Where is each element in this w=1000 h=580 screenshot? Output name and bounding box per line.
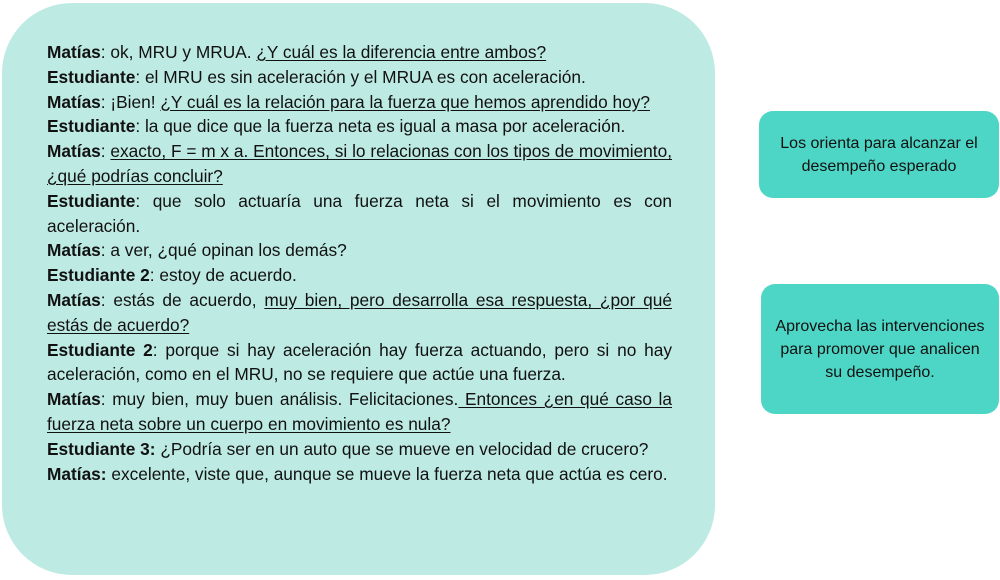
callout-guidance	[759, 111, 999, 198]
dialogue-line	[47, 263, 672, 288]
dialogue-transcript	[47, 40, 672, 486]
dialogue-line	[47, 387, 672, 437]
dialogue-line	[47, 238, 672, 263]
speaker-name: Matías	[47, 389, 101, 410]
dialogue-text-segment: : la que dice que la fuerza neta es igual a masa por aceleración.	[135, 116, 626, 137]
speaker-name: Matías	[47, 141, 101, 162]
speaker-name: Matías:	[47, 463, 107, 484]
underlined-question: ¿Y cuál es la relación para la fuerza que hemos aprendido hoy?	[160, 91, 650, 112]
dialogue-text-segment: : a ver, ¿qué opinan los demás?	[100, 240, 347, 261]
speaker-name: Matías	[47, 289, 101, 310]
speaker-name: Estudiante	[47, 190, 136, 211]
dialogue-text-segment: : porque si hay aceleración hay fuerza actuando, pero si no hay aceleración, como en el MRU, no se requiere que actúe una fuerza.	[47, 339, 672, 385]
dialogue-line	[47, 338, 672, 388]
dialogue-box	[2, 3, 715, 575]
dialogue-text-segment: : el MRU es sin aceleración y el MRUA es con aceleración.	[135, 66, 586, 87]
dialogue-line	[47, 114, 672, 139]
dialogue-text-segment: : ¡Bien!	[100, 91, 161, 112]
speaker-name: Estudiante 2	[47, 339, 153, 360]
dialogue-text-segment: : muy bien, muy buen análisis. Felicitaciones.	[100, 389, 459, 410]
dialogue-line	[47, 437, 672, 462]
dialogue-line	[47, 462, 672, 487]
dialogue-text-segment: : ok, MRU y MRUA.	[100, 42, 257, 62]
speaker-name: Matías	[47, 240, 101, 261]
speaker-name: Matías	[47, 42, 101, 62]
speaker-name: Estudiante 3:	[47, 438, 156, 459]
dialogue-text-segment: : que solo actuaría una fuerza neta si el movimiento es con aceleración.	[47, 190, 672, 236]
dialogue-text-segment: :	[100, 141, 111, 162]
underlined-question: exacto, F = m x a. Entonces, si lo relacionas con los tipos de movimiento, ¿qué podrías concluir?	[47, 141, 673, 186]
dialogue-line	[47, 90, 672, 115]
dialogue-text-segment: : estoy de acuerdo.	[149, 265, 297, 286]
dialogue-line	[47, 189, 672, 239]
dialogue-line	[47, 139, 672, 189]
dialogue-text-segment: ¿Podría ser en un auto que se mueve en velocidad de crucero?	[155, 438, 649, 459]
speaker-name: Estudiante	[47, 66, 136, 87]
dialogue-line	[47, 40, 672, 65]
underlined-question: muy bien, pero desarrolla esa respuesta, ¿por qué estás de acuerdo?	[47, 289, 672, 335]
underlined-question: Entonces ¿en qué caso la fuerza neta sobre un cuerpo en movimiento es nula?	[47, 389, 673, 434]
dialogue-line	[47, 288, 672, 338]
underlined-question: ¿Y cuál es la diferencia entre ambos?	[256, 42, 547, 62]
dialogue-text-segment: excelente, viste que, aunque se mueve la fuerza neta que actúa es cero.	[106, 463, 668, 484]
dialogue-line	[47, 65, 672, 90]
callout-analysis	[761, 284, 999, 414]
callout-guidance-text: Los orienta para alcanzar el desempeño esperado	[780, 134, 978, 175]
callout-analysis-text: Aprovecha las intervenciones para promover que analicen su desempeño.	[775, 317, 985, 381]
speaker-name: Estudiante 2	[47, 265, 150, 286]
dialogue-text-segment: : estás de acuerdo,	[100, 289, 265, 310]
speaker-name: Estudiante	[47, 116, 136, 137]
speaker-name: Matías	[47, 91, 101, 112]
